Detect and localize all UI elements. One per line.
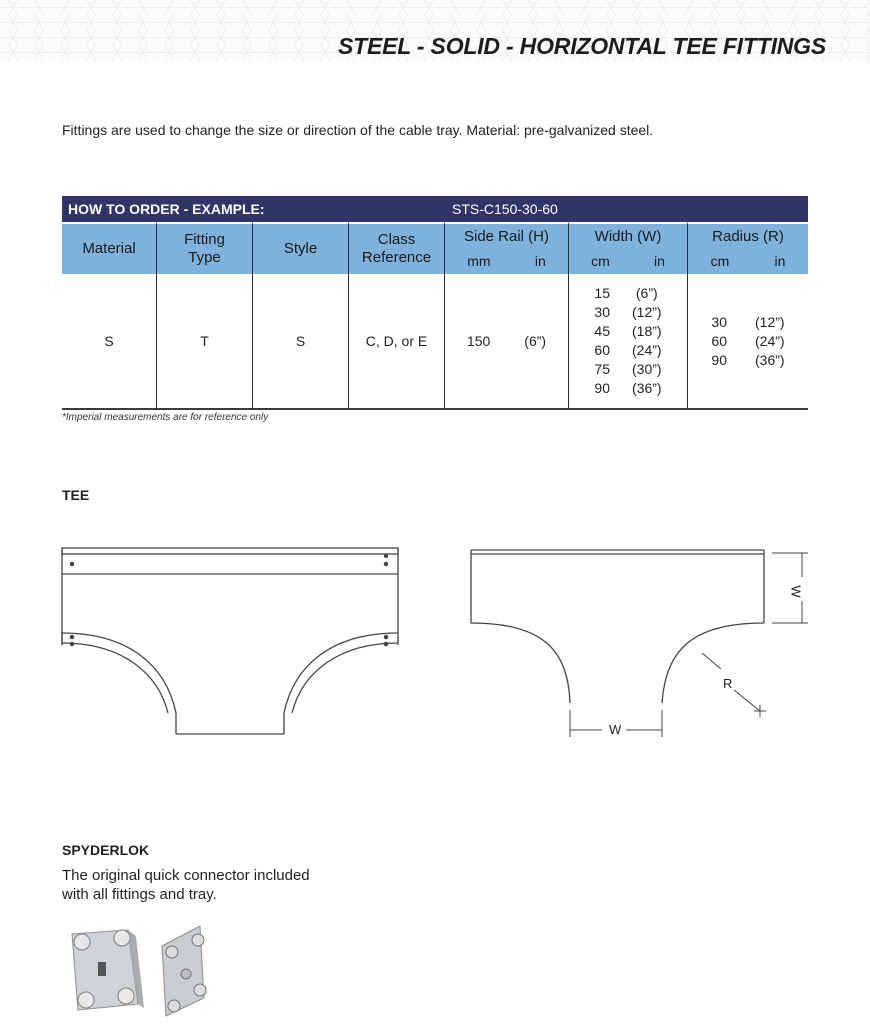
spyderlok-section-label: SPYDERLOK [62,842,150,858]
page-title: STEEL - SOLID - HORIZONTAL TEE FITTINGS [338,33,826,59]
dimension-r: R [723,676,733,691]
order-example-code: STS-C150-30-60 [452,201,558,217]
col-width: Width (W) cm in [569,222,688,274]
value-radius: 30 60 90 (12”) (24”) (36”) [688,274,808,410]
value-fitting-type: T [157,274,253,410]
col-style: Style [253,222,349,274]
order-table [62,196,808,410]
intro-text: Fittings are used to change the size or direction of the cable tray. Material: pre-galvanized steel. [62,122,654,138]
value-class: C, D, or E [349,274,445,410]
col-material: Material [62,222,157,274]
order-header-row [62,222,808,274]
value-width: 15 30 45 60 75 90 (6”) (12”) (18”) (24”) (30”) (36”) [569,274,688,410]
order-heading: HOW TO ORDER - EXAMPLE: [68,201,265,217]
col-radius: Radius (R) cm in [688,222,808,274]
tee-top-drawing [466,545,810,745]
col-side-rail: Side Rail (H) mm in [445,222,569,274]
spyderlok-connector-image [62,922,222,1018]
value-side-rail: 150 (6”) [445,274,569,410]
col-class: Class Reference [349,222,445,274]
col-fitting-type: Fitting Type [157,222,253,274]
tee-side-drawing [58,545,404,740]
tee-section-label: TEE [62,487,90,503]
dimension-w-vertical: W [788,585,804,598]
order-table-heading-bar [62,196,808,222]
value-material: S [62,274,157,410]
order-value-row [62,274,808,410]
dimension-w-horizontal: W [609,722,622,737]
value-style: S [253,274,349,410]
order-footnote: *Imperial measurements are for reference only [62,412,269,423]
spyderlok-description: The original quick connector included with all fittings and tray. [62,867,310,903]
